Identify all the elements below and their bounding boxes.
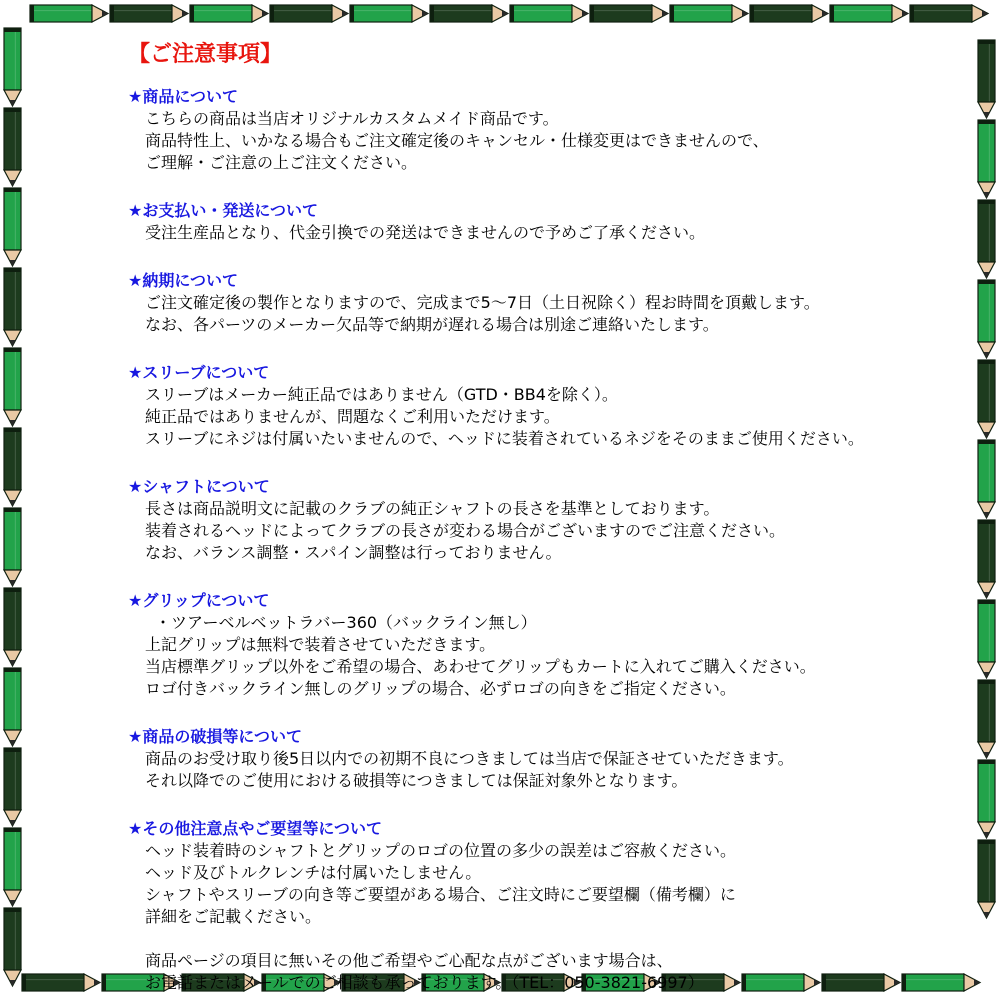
grip-bullet-item: ・ツアーベルベットラバー360（バックライン無し） xyxy=(155,613,537,632)
pencil-icon xyxy=(978,760,995,838)
text-line: ご注文確定後の製作となりますので、完成まで5～7日（土日祝除く）程お時間を頂戴します。 xyxy=(145,293,820,312)
pencil-icon xyxy=(4,108,21,186)
section-heading: ★その他注意点やご要望等について xyxy=(128,819,383,838)
page-title: 【ご注意事項】 xyxy=(128,42,283,67)
section-heading: ★シャフトについて xyxy=(128,477,270,496)
text-line: 商品のお受け取り後5日以内での初期不良につきましては当店で保証させていただきます。 xyxy=(145,749,794,768)
pencil-icon xyxy=(4,268,21,346)
pencil-border-left xyxy=(4,28,21,986)
pencil-icon xyxy=(978,520,995,598)
pencil-icon xyxy=(4,348,21,426)
text-line: スリーブはメーカー純正品ではありません（GTD・BB4を除く）。 xyxy=(145,385,618,404)
pencil-icon xyxy=(4,748,21,826)
pencil-icon xyxy=(4,28,21,106)
pencil-icon xyxy=(4,588,21,666)
text-line: 上記グリップは無料で装着させていただきます。 xyxy=(145,635,496,654)
text-line: 受注生産品となり、代金引換での発送はできませんので予めご了承ください。 xyxy=(145,223,706,242)
text-line: 装着されるヘッドによってクラブの長さが変わる場合がございますのでご注意ください。 xyxy=(145,521,786,540)
text-line: なお、各パーツのメーカー欠品等で納期が遅れる場合は別途ご連絡いたします。 xyxy=(145,315,719,334)
section-heading: ★商品の破損等について xyxy=(128,727,303,746)
pencil-icon xyxy=(978,840,995,918)
contact-line: お電話またはメールでのご相談も承っております。（TEL：050-3821-6997） xyxy=(145,973,704,992)
pencil-icon xyxy=(4,828,21,906)
notice-document xyxy=(128,40,948,992)
pencil-icon xyxy=(4,908,21,986)
pencil-icon xyxy=(978,440,995,518)
pencil-icon xyxy=(978,280,995,358)
text-line: 当店標準グリップ以外をご希望の場合、あわせてグリップもカートに入れてご購入ください。 xyxy=(145,657,816,676)
section-other xyxy=(128,818,948,994)
pencil-icon xyxy=(590,5,668,22)
section-payment-shipping xyxy=(128,200,948,244)
pencil-icon xyxy=(4,668,21,746)
pencil-icon xyxy=(978,200,995,278)
text-line: それ以降でのご使用における破損等につきましては保証対象外となります。 xyxy=(145,771,688,790)
text-line: ロゴ付きバックライン無しのグリップの場合、必ずロゴの向きをご指定ください。 xyxy=(145,679,736,698)
pencil-icon xyxy=(510,5,588,22)
section-heading: ★商品について xyxy=(128,87,239,106)
pencil-icon xyxy=(978,680,995,758)
text-line: シャフトやスリーブの向き等ご要望がある場合、ご注文時にご要望欄（備考欄）に xyxy=(145,885,736,904)
text-line: 商品特性上、いかなる場合もご注文確定後のキャンセル・仕様変更はできませんので、 xyxy=(145,131,769,150)
pencil-icon xyxy=(190,5,268,22)
section-grip xyxy=(128,590,948,700)
pencil-icon xyxy=(830,5,908,22)
text-line: ヘッド装着時のシャフトとグリップのロゴの位置の多少の誤差はご容赦ください。 xyxy=(145,841,737,860)
pencil-icon xyxy=(978,360,995,438)
pencil-icon xyxy=(750,5,828,22)
pencil-border-top xyxy=(30,5,988,22)
pencil-icon xyxy=(430,5,508,22)
section-heading: ★納期について xyxy=(128,271,239,290)
section-damage xyxy=(128,726,948,792)
pencil-border-right xyxy=(978,40,995,918)
pencil-icon xyxy=(4,508,21,586)
pencil-icon xyxy=(4,428,21,506)
section-heading: ★スリーブについて xyxy=(128,363,270,382)
section-delivery xyxy=(128,270,948,336)
pencil-icon xyxy=(110,5,188,22)
text-line: 長さは商品説明文に記載のクラブの純正シャフトの長さを基準としております。 xyxy=(145,499,720,518)
pencil-icon xyxy=(22,974,100,991)
spacer xyxy=(128,928,948,950)
text-line: ヘッド及びトルクレンチは付属いたしません。 xyxy=(145,863,482,882)
text-line: 詳細をご記載ください。 xyxy=(145,907,322,926)
pencil-icon xyxy=(350,5,428,22)
pencil-icon xyxy=(978,600,995,678)
text-line: 純正品ではありませんが、問題なくご利用いただけます。 xyxy=(145,407,560,426)
pencil-icon xyxy=(4,188,21,266)
pencil-icon xyxy=(978,40,995,118)
text-line: スリーブにネジは付属いたいませんので、ヘッドに装着されているネジをそのままご使用ください。 xyxy=(145,429,864,448)
section-product xyxy=(128,86,948,174)
section-heading: ★お支払い・発送について xyxy=(128,201,319,220)
section-sleeve xyxy=(128,362,948,450)
pencil-icon xyxy=(670,5,748,22)
pencil-icon xyxy=(270,5,348,22)
text-line: こちらの商品は当店オリジナルカスタムメイド商品です。 xyxy=(145,109,559,128)
pencil-icon xyxy=(30,5,108,22)
section-shaft xyxy=(128,476,948,564)
text-line: なお、バランス調整・スパイン調整は行っておりません。 xyxy=(145,543,562,562)
section-heading: ★グリップについて xyxy=(128,591,270,610)
closing-line: 商品ページの項目に無いその他ご希望やご心配な点がございます場合は、 xyxy=(145,951,673,970)
pencil-icon xyxy=(910,5,988,22)
pencil-icon xyxy=(978,120,995,198)
text-line: ご理解・ご注意の上ご注文ください。 xyxy=(145,153,418,172)
